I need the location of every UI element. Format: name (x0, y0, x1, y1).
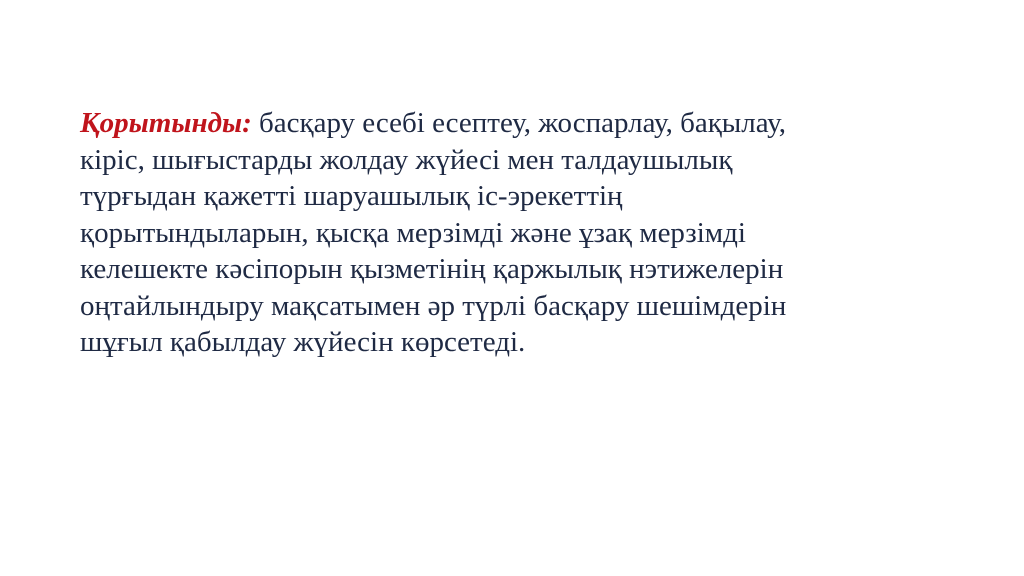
paragraph-line-7: шұғыл қабылдау жүйесін көрсетеді. (80, 326, 526, 358)
conclusion-paragraph (80, 105, 940, 361)
paragraph-line-6: оңтайлындыру мақсатымен әр түрлі басқару шешімдерін (80, 289, 787, 322)
paragraph-line-3: түрғыдан қажетті шаруашылық іс-эрекеттің (80, 180, 623, 212)
paragraph-line-1 (80, 105, 940, 142)
paragraph-line-4: қорытындыларын, қысқа мерзімді және ұзақ мерзімді (80, 216, 746, 249)
conclusion-heading: Қорытынды: (80, 107, 252, 139)
paragraph-line-2: кіріс, шығыстарды жолдау жүйесі мен талдаушылық (80, 143, 733, 176)
paragraph-line-5: келешекте кәсіпорын қызметінің қаржылық нэтижелерін (80, 253, 784, 285)
paragraph-text: басқару есебі есептеу, жоспарлау, бақылау, (251, 107, 786, 139)
